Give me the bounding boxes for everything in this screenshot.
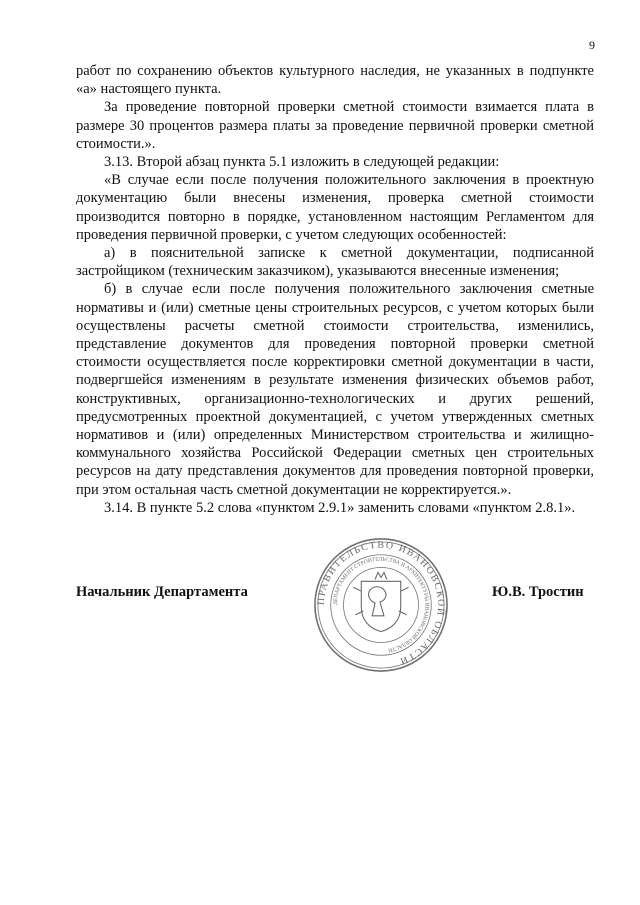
page-number: 9 <box>589 38 595 52</box>
official-seal <box>312 536 450 674</box>
seal-outer-text: ПРАВИТЕЛЬСТВО ИВАНОВСКОЙ ОБЛАСТИ <box>315 539 447 668</box>
paragraph: б) в случае если после получения положительного заключения сметные нормативы и (или) сметные цены строительных ресурсов, с учетом которых были осуществлены расчеты сметной стоимости строительства, изменились, представление документов для проведения повторной проверки сметной стоимости осуществляется после корректировки сметной документации в части, подвергшейся изменениям в результате изменения физических объемов работ, конструктивных, организационно-технологических и других решений, предусмотренных проектной документацией, с учетом утвержденных сметных нормативов и (или) определенных Министерством строительства и жилищно-коммунального хозяйства Российской Федерации сметных цен строительных ресурсов на дату представления документов для проведения повторной проверки, при этом остальная часть сметной документации не корректируется.». <box>76 281 594 498</box>
seal-inner-text: ДЕПАРТАМЕНТ СТРОИТЕЛЬСТВА И АРХИТЕКТУРЫ ИВАНОВСКОЙ ОБЛАСТИ <box>332 556 430 653</box>
paragraph: 3.13. Второй абзац пункта 5.1 изложить в следующей редакции: <box>104 154 500 171</box>
signature-name: Ю.В. Тростин <box>492 584 584 600</box>
coat-of-arms-icon <box>353 572 408 631</box>
paragraph: работ по сохранению объектов культурного наследия, не указанных в подпункте «а» настоящего пункта. <box>76 63 594 98</box>
paragraph: а) в пояснительной записке к сметной документации, подписанной застройщиком (техническим заказчиком), указываются внесенные изменения; <box>76 245 594 280</box>
paragraph: За проведение повторной проверки сметной стоимости взимается плата в размере 30 процентов размера платы за проведение первичной проверки сметной стоимости.». <box>76 99 594 152</box>
paragraph: «В случае если после получения положительного заключения в проектную документацию были внесены изменения, проверка сметной стоимости производится повторно в порядке, установленном настоящим Регламентом для проведения первичной проверки, с учетом следующих особенностей: <box>76 172 594 243</box>
signature-title: Начальник Департамента <box>76 584 248 600</box>
document-body <box>76 62 594 517</box>
paragraph: 3.14. В пункте 5.2 слова «пунктом 2.9.1» заменить словами «пунктом 2.8.1». <box>104 499 576 516</box>
